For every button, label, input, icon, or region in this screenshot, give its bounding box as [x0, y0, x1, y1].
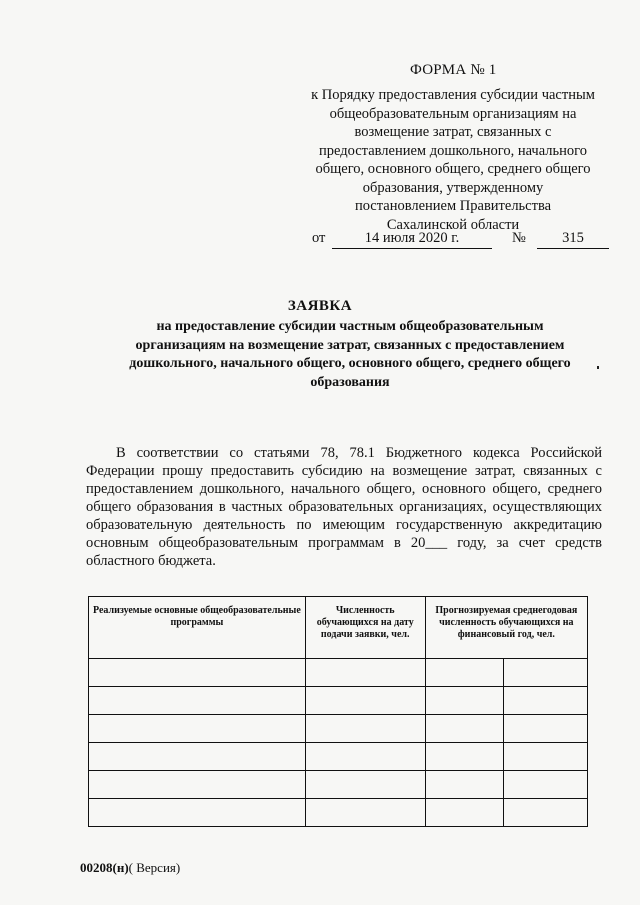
subtitle-line: дошкольного, начального общего, основного общего, среднего общего	[129, 356, 571, 371]
table-cell[interactable]	[89, 687, 306, 715]
subtitle-line: на предоставление субсидии частным общеобразовательным	[156, 319, 544, 334]
table-row	[89, 743, 588, 771]
scan-speck	[597, 366, 599, 369]
table-cell[interactable]	[503, 799, 587, 827]
annex-line: возмещение затрат, связанных с	[354, 124, 552, 140]
table-cell[interactable]	[305, 743, 425, 771]
document-footer	[80, 860, 180, 876]
table-cell[interactable]	[89, 715, 306, 743]
table-cell[interactable]	[89, 799, 306, 827]
annex-reference	[288, 86, 618, 234]
table-cell[interactable]	[305, 659, 425, 687]
table-cell[interactable]	[503, 659, 587, 687]
table-cell[interactable]	[503, 771, 587, 799]
table-cell[interactable]	[425, 743, 503, 771]
table-cell[interactable]	[305, 687, 425, 715]
table-cell[interactable]	[89, 771, 306, 799]
annex-line: предоставлением дошкольного, начального	[319, 142, 587, 159]
table-cell[interactable]	[425, 799, 503, 827]
table-cell[interactable]	[89, 743, 306, 771]
table-cell[interactable]	[305, 715, 425, 743]
table-cell[interactable]	[305, 799, 425, 827]
application-body: В соответствии со статьями 78, 78.1 Бюджетного кодекса Российской Федерации прошу предоставить субсидию на возмещение затрат, связанных с предоставлением дошкольного, начального общего, основного общего, среднего общего образования в частных образовательных организациях, осуществляющих образовательную деятельность по имеющим государственную аккредитацию основным общеобразовательным программам в 20___ году, за счет средств областного бюджета.	[86, 445, 602, 569]
table-row	[89, 715, 588, 743]
table-cell[interactable]	[425, 659, 503, 687]
annex-line: постановлением Правительства	[354, 198, 552, 214]
application-subtitle	[110, 318, 590, 392]
header-programs: Реализуемые основные общеобразовательные программы	[89, 597, 306, 659]
table-cell[interactable]	[503, 687, 587, 715]
decree-number: 315	[537, 230, 609, 249]
number-prefix: №	[512, 230, 526, 246]
table-cell[interactable]	[89, 659, 306, 687]
table-cell[interactable]	[425, 715, 503, 743]
table-row	[89, 799, 588, 827]
table-row	[89, 659, 588, 687]
decree-date: 14 июля 2020 г.	[332, 230, 492, 249]
annex-line: Сахалинской области	[386, 216, 520, 233]
subtitle-line: организациям на возмещение затрат, связанных с предоставлением	[135, 337, 565, 353]
programs-table	[88, 596, 588, 827]
table-cell[interactable]	[425, 771, 503, 799]
annex-date-row	[312, 230, 612, 252]
header-current-count: Численность обучающихся на дату подачи заявки, чел.	[305, 597, 425, 659]
subtitle-line: образования	[310, 374, 390, 390]
table-header-row	[89, 597, 588, 659]
table-cell[interactable]	[305, 771, 425, 799]
date-prefix: от	[312, 230, 326, 246]
header-forecast-count: Прогнозируемая среднегодовая численность обучающихся на финансовый год, чел.	[425, 597, 587, 659]
table-cell[interactable]	[503, 715, 587, 743]
document-version: ( Версия)	[128, 860, 181, 875]
document-code: 00208(н)	[80, 860, 129, 875]
annex-line: общего, основного общего, среднего общего	[315, 161, 591, 177]
application-title: ЗАЯВКА	[287, 298, 353, 314]
annex-line: образования, утвержденному	[362, 179, 544, 196]
table-cell[interactable]	[503, 743, 587, 771]
table-row	[89, 771, 588, 799]
annex-line: к Порядку предоставления субсидии частным	[311, 87, 595, 103]
table-row	[89, 687, 588, 715]
form-title: ФОРМА № 1	[410, 62, 497, 78]
table-cell[interactable]	[425, 687, 503, 715]
annex-line: общеобразовательным организациям на	[329, 105, 577, 122]
